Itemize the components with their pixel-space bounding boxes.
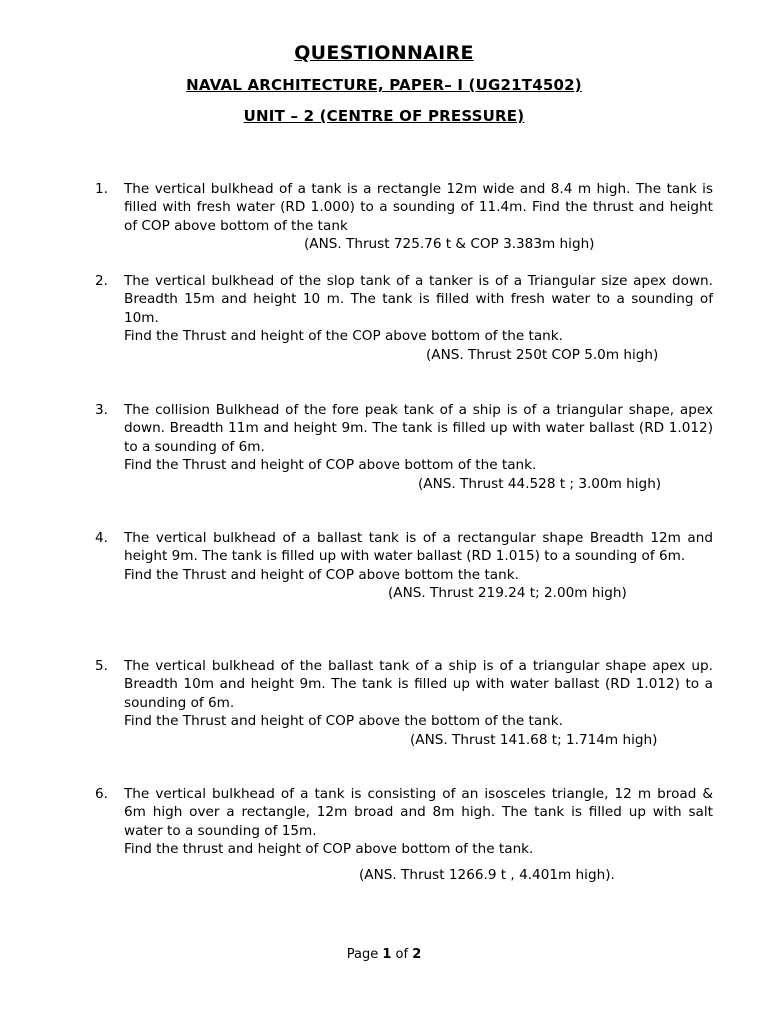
page-label: Page xyxy=(346,947,379,962)
of-label: of xyxy=(395,947,409,962)
question-number: 3. xyxy=(95,402,108,418)
question-find: Find the Thrust and height of COP above bottom of the tank. xyxy=(124,457,537,474)
question-answer: (ANS. Thrust 725.76 t & COP 3.383m high) xyxy=(304,236,595,253)
question-3 xyxy=(95,401,713,493)
question-text: The vertical bulkhead of the slop tank of a tanker is of a Triangular size apex down. Breadth 15m and height 10 m. The tank is filled with fresh water to a sounding of 10m. xyxy=(124,273,713,326)
question-answer: (ANS. Thrust 219.24 t; 2.00m high) xyxy=(388,585,627,602)
question-answer: (ANS. Thrust 141.68 t; 1.714m high) xyxy=(410,731,658,748)
document-title: QUESTIONNAIRE xyxy=(294,42,474,64)
question-number: 5. xyxy=(95,658,108,674)
paper-title: NAVAL ARCHITECTURE, PAPER– I (UG21T4502) xyxy=(186,76,582,94)
question-2 xyxy=(95,272,713,364)
question-text: The vertical bulkhead of a tank is consisting of an isosceles triangle, 12 m broad & 6m high over a rectangle, 12m broad and 8m high. The tank is filled up with salt water to a sounding of 15m. xyxy=(124,786,713,839)
question-number: 1. xyxy=(95,181,108,197)
unit-title: UNIT – 2 (CENTRE OF PRESSURE) xyxy=(243,107,525,125)
total-pages-number: 2 xyxy=(412,947,422,962)
question-answer: (ANS. Thrust 1266.9 t , 4.401m high). xyxy=(359,866,615,883)
question-5 xyxy=(95,657,713,749)
question-text: The vertical bulkhead of a tank is a rectangle 12m wide and 8.4 m high. The tank is filled with fresh water (RD 1.000) to a sounding of 11.4m. Find the thrust and height of COP above bottom of the tank xyxy=(124,181,713,234)
page-footer xyxy=(0,947,768,962)
question-number: 4. xyxy=(95,530,108,546)
question-1 xyxy=(95,180,713,254)
question-find: Find the Thrust and height of COP above bottom the tank. xyxy=(124,566,519,583)
question-6 xyxy=(95,785,713,884)
question-number: 6. xyxy=(95,786,108,802)
question-find: Find the Thrust and height of the COP above bottom of the tank. xyxy=(124,328,563,345)
question-4 xyxy=(95,529,713,603)
question-text: The vertical bulkhead of a ballast tank is of a rectangular shape Breadth 12m and height 9m. The tank is filled up with water ballast (RD 1.015) to a sounding of 6m. xyxy=(124,530,713,565)
question-text: The collision Bulkhead of the fore peak tank of a ship is of a triangular shape, apex down. Breadth 11m and height 9m. The tank is filled up with water ballast (RD 1.012) to a sounding of 6m. xyxy=(124,402,713,455)
question-number: 2. xyxy=(95,273,108,289)
current-page-number: 1 xyxy=(382,947,392,962)
question-find: Find the thrust and height of COP above bottom of the tank. xyxy=(124,841,534,858)
question-text: The vertical bulkhead of the ballast tank of a ship is of a triangular shape apex up. Breadth 10m and height 9m. The tank is filled up with water ballast (RD 1.012) to a sounding of 6m. xyxy=(124,658,713,711)
question-answer: (ANS. Thrust 250t COP 5.0m high) xyxy=(426,346,659,363)
question-answer: (ANS. Thrust 44.528 t ; 3.00m high) xyxy=(418,475,662,492)
question-find: Find the Thrust and height of COP above the bottom of the tank. xyxy=(124,713,563,730)
